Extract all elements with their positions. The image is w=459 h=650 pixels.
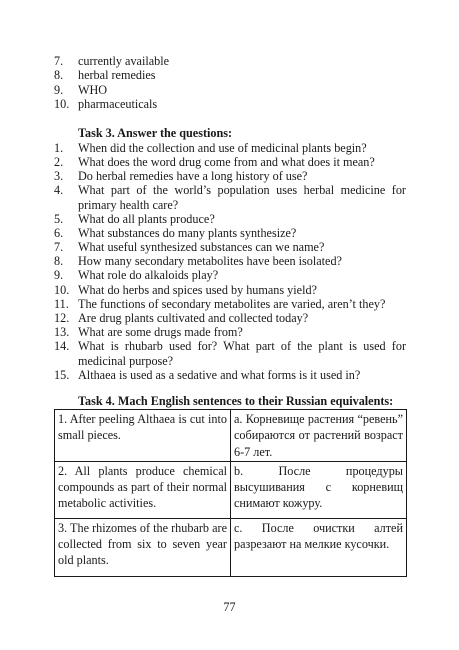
matching-table [54,409,407,577]
question-text: When did the collection and use of medicinal plants begin? [78,141,367,155]
question-text: What role do alkaloids play? [78,268,219,282]
question-text: Are drug plants cultivated and collected today? [78,311,309,325]
question-number: 4. [54,183,64,197]
question-text: What do all plants produce? [78,212,215,226]
english-sentence: 1. After peeling Althaea is cut into small pieces. [55,410,231,462]
question-text: Do herbal remedies have a long history of use? [78,169,308,183]
question-number: 15. [54,368,70,382]
question-text: What is rhubarb used for? What part of the plant is used for medicinal purpose? [78,339,406,368]
question-number: 3. [54,169,64,183]
item-number: 9. [54,83,64,97]
item-number: 8. [54,68,64,82]
question-number: 8. [54,254,64,268]
table-row [55,518,407,576]
item-number: 10. [54,97,70,111]
question-number: 9. [54,268,64,282]
question-text: What useful synthesized substances can we name? [78,240,325,254]
question-number: 1. [54,141,64,155]
english-sentence: 2. All plants produce chemical compounds as part of their normal metabolic activities. [55,461,231,518]
russian-sentence: c. После очистки алтей разрезают на мелкие кусочки. [231,518,407,576]
page-number: 77 [223,600,236,614]
question-text: What do herbs and spices used by humans yield? [78,283,317,297]
item-text: pharmaceuticals [78,97,158,111]
question-number: 5. [54,212,64,226]
russian-sentence: a. Корневище растения “ревень” собираются от растений возраст 6-7 лет. [231,410,407,462]
english-sentence: 3. The rhizomes of the rhubarb are collected from six to seven year old plants. [55,518,231,576]
item-text: herbal remedies [78,68,156,82]
question-text: What part of the world’s population uses herbal medicine for primary health care? [78,183,406,212]
item-text: WHO [78,83,108,97]
russian-sentence: b. После процедуры высушивания с корневищ снимают кожуру. [231,461,407,518]
question-number: 11. [54,297,69,311]
question-number: 2. [54,155,64,169]
table-row [55,410,407,462]
question-text: How many secondary metabolites have been isolated? [78,254,342,268]
task3-heading: Task 3. Answer the questions: [78,126,233,140]
item-text: currently available [78,54,170,68]
question-text: What are some drugs made from? [78,325,243,339]
question-text: What substances do many plants synthesize? [78,226,297,240]
question-number: 14. [54,339,70,353]
question-number: 6. [54,226,64,240]
task4-heading: Task 4. Mach English sentences to their Russian equivalents: [78,394,394,408]
question-number: 10. [54,283,70,297]
question-number: 13. [54,325,70,339]
question-text: The functions of secondary metabolites are varied, aren’t they? [78,297,386,311]
question-number: 7. [54,240,64,254]
question-number: 12. [54,311,70,325]
question-text: Althaea is used as a sedative and what forms is it used in? [78,368,361,382]
question-text: What does the word drug come from and what does it mean? [78,155,375,169]
item-number: 7. [54,54,64,68]
table-row [55,461,407,518]
